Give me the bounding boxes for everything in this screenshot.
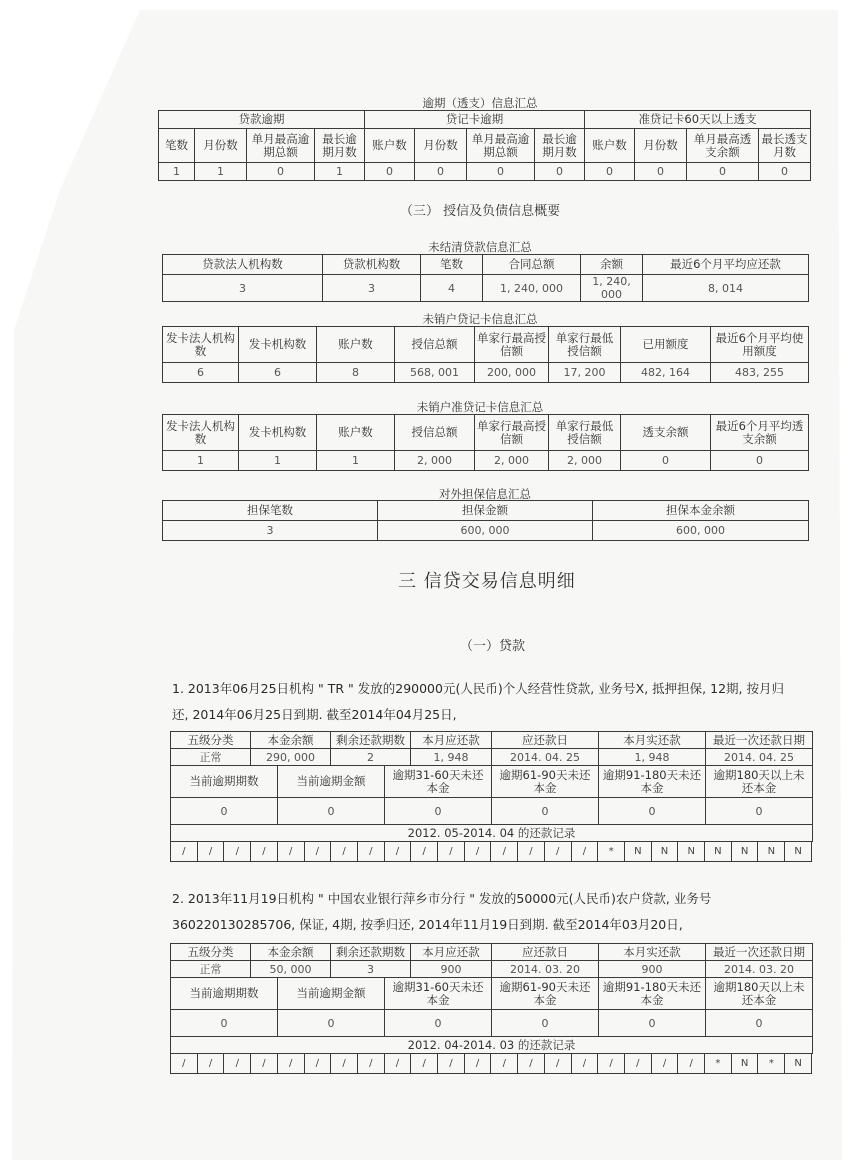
repayment-status-cell: N <box>651 842 678 862</box>
repayment-status-cell: / <box>357 1054 384 1074</box>
column-header: 担保金额 <box>378 501 593 521</box>
loan-overdue-table <box>170 765 813 842</box>
column-header: 最近6个月平均应还款 <box>643 255 809 275</box>
repayment-status-cell: / <box>224 1054 251 1074</box>
table-cell: 2, 000 <box>475 451 549 471</box>
repayment-status-cell: / <box>411 842 438 862</box>
repayment-status-cell: / <box>651 1054 678 1074</box>
column-header: 透支余额 <box>621 415 711 451</box>
table-cell: 1 <box>163 451 239 471</box>
table-cell: 900 <box>411 961 492 978</box>
repayment-status-cell: / <box>544 842 571 862</box>
column-header: 最近一次还款日期 <box>706 944 813 961</box>
overdue-summary-caption: 逾期（透支）信息汇总 <box>422 96 538 110</box>
repayment-status-cell: / <box>598 1054 625 1074</box>
table-cell: 0 <box>492 1010 599 1037</box>
table-cell: 0 <box>687 163 759 181</box>
loan-detail-table <box>170 943 813 978</box>
table-cell: 2 <box>331 749 411 766</box>
column-header: 单月最高逾期总额 <box>247 129 315 163</box>
loan-summary-table <box>162 254 809 302</box>
table-cell: 3 <box>163 521 378 541</box>
table-cell: 8 <box>317 363 395 383</box>
repayment-status-cell: N <box>678 842 705 862</box>
column-header: 本金余额 <box>251 944 331 961</box>
repayment-status-cell: / <box>544 1054 571 1074</box>
table-cell: 200, 000 <box>475 363 549 383</box>
table-cell: 0 <box>706 1010 813 1037</box>
repayment-status-cell: / <box>277 1054 304 1074</box>
table-cell: 8, 014 <box>643 275 809 302</box>
table-cell: 0 <box>171 1010 278 1037</box>
column-header: 应还款日 <box>492 732 599 749</box>
table-cell: 1, 948 <box>411 749 492 766</box>
table-cell: 6 <box>239 363 317 383</box>
repayment-status-cell: N <box>785 842 812 862</box>
table-cell: 0 <box>385 798 492 825</box>
column-header: 逾期180天以上未还本金 <box>706 978 813 1010</box>
column-header: 逾期61-90天未还本金 <box>492 978 599 1010</box>
repayment-status-cell: / <box>438 842 465 862</box>
repayment-status-cell: / <box>251 842 278 862</box>
repayment-status-cell: / <box>304 1054 331 1074</box>
table-cell: 290, 000 <box>251 749 331 766</box>
table-cell: 2, 000 <box>549 451 621 471</box>
semi-credit-card-summary-table <box>162 414 809 471</box>
table-cell: 0 <box>415 163 467 181</box>
credit-card-summary-caption: 未销户贷记卡信息汇总 <box>422 312 538 326</box>
table-cell: 900 <box>599 961 706 978</box>
column-header: 笔数 <box>159 129 195 163</box>
table-cell: 0 <box>467 163 535 181</box>
column-header: 账户数 <box>317 327 395 363</box>
table-cell: 1, 240, 000 <box>581 275 643 302</box>
repayment-status-cell: / <box>571 842 598 862</box>
column-header: 担保本金余额 <box>593 501 809 521</box>
column-header: 当前逾期期数 <box>171 978 278 1010</box>
column-header: 逾期91-180天未还本金 <box>599 978 706 1010</box>
table-cell: 2014. 04. 25 <box>492 749 599 766</box>
loan-description: 1. 2013年06月25日机构 " TR " 发放的290000元(人民币)个人经营性贷款, 业务号X, 抵押担保, 12期, 按月归 还, 2014年06月25日到期. 截至2014年04月25日, <box>172 681 784 722</box>
table-cell: 2, 000 <box>395 451 475 471</box>
table-cell: 17, 200 <box>549 363 621 383</box>
column-header: 最长逾期月数 <box>535 129 585 163</box>
table-cell: 1 <box>195 163 247 181</box>
repayment-record-title: 2012. 04-2014. 03 的还款记录 <box>171 1037 813 1054</box>
column-header: 最长逾期月数 <box>315 129 365 163</box>
guarantee-summary-table <box>162 500 809 541</box>
column-header: 逾期91-180天未还本金 <box>599 766 706 798</box>
column-header: 余额 <box>581 255 643 275</box>
table-cell: 2014. 04. 25 <box>706 749 813 766</box>
overdue-summary-table <box>158 110 811 181</box>
column-header: 单家行最高授信额 <box>475 415 549 451</box>
column-header: 剩余还款期数 <box>331 944 411 961</box>
repayment-record-title: 2012. 05-2014. 04 的还款记录 <box>171 825 813 842</box>
column-header: 应还款日 <box>492 944 599 961</box>
table-cell: 3 <box>331 961 411 978</box>
subsection-heading-credit-overview: （三） 授信及负债信息概要 <box>400 204 561 219</box>
repayment-status-cell: / <box>277 842 304 862</box>
table-cell: 568, 001 <box>395 363 475 383</box>
table-cell: 3 <box>323 275 421 302</box>
column-header: 担保笔数 <box>163 501 378 521</box>
group-header-card-overdue: 贷记卡逾期 <box>365 111 585 129</box>
column-header: 月份数 <box>635 129 687 163</box>
column-header: 发卡机构数 <box>239 415 317 451</box>
repayment-status-cell: / <box>357 842 384 862</box>
repayment-status-cell: / <box>171 1054 198 1074</box>
table-cell: 0 <box>599 1010 706 1037</box>
table-cell: 0 <box>492 798 599 825</box>
repayment-status-cell: / <box>224 842 251 862</box>
semi-credit-card-summary-caption: 未销户准贷记卡信息汇总 <box>416 400 544 414</box>
loan-summary-caption: 未结清贷款信息汇总 <box>428 240 532 254</box>
repayment-status-cell: / <box>384 1054 411 1074</box>
column-header: 月份数 <box>195 129 247 163</box>
table-cell: 1 <box>315 163 365 181</box>
column-header: 单月最高透支余额 <box>687 129 759 163</box>
table-cell: 600, 000 <box>378 521 593 541</box>
column-header: 月份数 <box>415 129 467 163</box>
repayment-status-cell: N <box>758 842 785 862</box>
column-header: 当前逾期期数 <box>171 766 278 798</box>
group-header-semi-card-overdraft: 准贷记卡60天以上透支 <box>585 111 811 129</box>
column-header: 单家行最低授信额 <box>549 327 621 363</box>
repayment-status-cell: N <box>731 842 758 862</box>
guarantee-summary-caption: 对外担保信息汇总 <box>439 487 531 501</box>
column-header: 逾期180天以上未还本金 <box>706 766 813 798</box>
repayment-status-cell: / <box>678 1054 705 1074</box>
repayment-status-cell: / <box>571 1054 598 1074</box>
table-cell: 0 <box>535 163 585 181</box>
column-header: 当前逾期金额 <box>278 766 385 798</box>
table-cell: 0 <box>585 163 635 181</box>
repayment-status-cell: / <box>197 842 224 862</box>
table-cell: 0 <box>599 798 706 825</box>
column-header: 单家行最高授信额 <box>475 327 549 363</box>
repayment-status-cell: / <box>304 842 331 862</box>
table-cell: 正常 <box>171 961 251 978</box>
table-cell: 0 <box>171 798 278 825</box>
repayment-status-cell: / <box>384 842 411 862</box>
table-cell: 2014. 03. 20 <box>492 961 599 978</box>
loan-detail-table <box>170 731 813 766</box>
column-header: 本月实还款 <box>599 732 706 749</box>
column-header: 本月应还款 <box>411 732 492 749</box>
repayment-status-cell: * <box>758 1054 785 1074</box>
column-header: 单家行最低授信额 <box>549 415 621 451</box>
table-cell: 4 <box>421 275 483 302</box>
column-header: 账户数 <box>365 129 415 163</box>
table-cell: 0 <box>759 163 811 181</box>
column-header: 账户数 <box>317 415 395 451</box>
table-cell: 0 <box>706 798 813 825</box>
repayment-record-grid <box>170 1053 812 1074</box>
loan-description: 2. 2013年11月19日机构 " 中国农业银行萍乡市分行 " 发放的50000元(人民币)农户贷款, 业务号 360220130285706, 保证, 4期, 按季归还, 2014年11月19日到期. 截至2014年03月20日, <box>172 891 712 932</box>
table-cell: 0 <box>621 451 711 471</box>
table-cell: 1, 240, 000 <box>483 275 581 302</box>
repayment-status-cell: / <box>624 1054 651 1074</box>
column-header: 当前逾期金额 <box>278 978 385 1010</box>
repayment-status-cell: / <box>491 1054 518 1074</box>
credit-card-summary-table <box>162 326 809 383</box>
column-header: 发卡机构数 <box>239 327 317 363</box>
repayment-status-cell: / <box>171 842 198 862</box>
repayment-status-cell: / <box>331 1054 358 1074</box>
repayment-record-grid <box>170 841 812 862</box>
table-cell: 0 <box>385 1010 492 1037</box>
column-header: 五级分类 <box>171 944 251 961</box>
section-title: 三 信贷交易信息明细 <box>398 571 576 592</box>
repayment-status-cell: / <box>464 842 491 862</box>
table-cell: 1, 948 <box>599 749 706 766</box>
column-header: 最近6个月平均透支余额 <box>711 415 809 451</box>
repayment-status-cell: * <box>705 1054 732 1074</box>
column-header: 本金余额 <box>251 732 331 749</box>
column-header: 逾期31-60天未还本金 <box>385 766 492 798</box>
column-header: 发卡法人机构数 <box>163 327 239 363</box>
column-header: 账户数 <box>585 129 635 163</box>
column-header: 逾期61-90天未还本金 <box>492 766 599 798</box>
column-header: 已用额度 <box>621 327 711 363</box>
repayment-status-cell: N <box>624 842 651 862</box>
subsection-title-loans: （一）贷款 <box>460 639 526 654</box>
repayment-status-cell: * <box>598 842 625 862</box>
column-header: 本月实还款 <box>599 944 706 961</box>
repayment-status-cell: / <box>331 842 358 862</box>
repayment-status-cell: / <box>464 1054 491 1074</box>
table-cell: 600, 000 <box>593 521 809 541</box>
column-header: 贷款机构数 <box>323 255 421 275</box>
table-cell: 1 <box>239 451 317 471</box>
repayment-status-cell: / <box>197 1054 224 1074</box>
table-cell: 483, 255 <box>711 363 809 383</box>
table-cell: 正常 <box>171 749 251 766</box>
table-cell: 2014. 03. 20 <box>706 961 813 978</box>
table-cell: 0 <box>711 451 809 471</box>
column-header: 剩余还款期数 <box>331 732 411 749</box>
table-cell: 0 <box>365 163 415 181</box>
repayment-status-cell: / <box>518 842 545 862</box>
repayment-status-cell: / <box>518 1054 545 1074</box>
repayment-status-cell: / <box>251 1054 278 1074</box>
repayment-status-cell: / <box>491 842 518 862</box>
repayment-status-cell: N <box>785 1054 812 1074</box>
table-cell: 0 <box>635 163 687 181</box>
repayment-status-cell: / <box>438 1054 465 1074</box>
column-header: 最近6个月平均使用额度 <box>711 327 809 363</box>
repayment-status-cell: / <box>411 1054 438 1074</box>
column-header: 本月应还款 <box>411 944 492 961</box>
loan-overdue-table <box>170 977 813 1054</box>
column-header: 合同总额 <box>483 255 581 275</box>
table-cell: 6 <box>163 363 239 383</box>
column-header: 发卡法人机构数 <box>163 415 239 451</box>
column-header: 最长透支月数 <box>759 129 811 163</box>
column-header: 授信总额 <box>395 415 475 451</box>
column-header: 笔数 <box>421 255 483 275</box>
repayment-status-cell: N <box>705 842 732 862</box>
table-cell: 1 <box>159 163 195 181</box>
repayment-status-cell: N <box>731 1054 758 1074</box>
column-header: 授信总额 <box>395 327 475 363</box>
table-cell: 0 <box>278 1010 385 1037</box>
column-header: 贷款法人机构数 <box>163 255 323 275</box>
table-cell: 3 <box>163 275 323 302</box>
table-cell: 1 <box>317 451 395 471</box>
table-cell: 50, 000 <box>251 961 331 978</box>
table-cell: 0 <box>247 163 315 181</box>
column-header: 最近一次还款日期 <box>706 732 813 749</box>
table-cell: 482, 164 <box>621 363 711 383</box>
column-header: 五级分类 <box>171 732 251 749</box>
group-header-loan-overdue: 贷款逾期 <box>159 111 365 129</box>
column-header: 单月最高逾期总额 <box>467 129 535 163</box>
table-cell: 0 <box>278 798 385 825</box>
column-header: 逾期31-60天未还本金 <box>385 978 492 1010</box>
